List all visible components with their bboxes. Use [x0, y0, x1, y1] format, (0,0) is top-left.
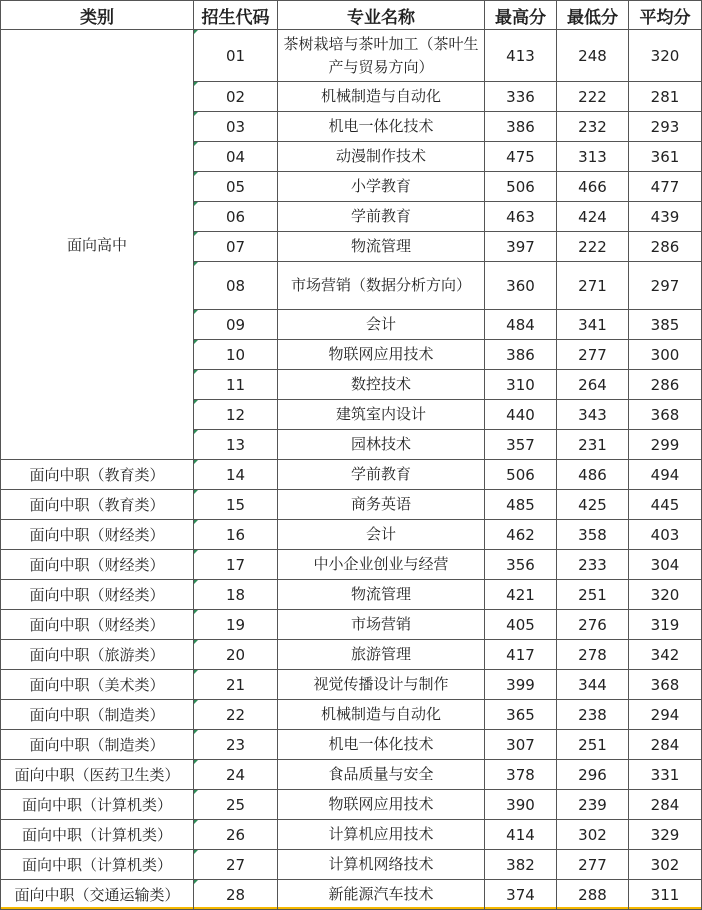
- table-row: [1, 30, 702, 82]
- category-cell: 面向中职（计算机类）: [1, 850, 194, 880]
- avg-score-cell: 342: [629, 640, 702, 670]
- major-cell: 计算机应用技术: [278, 820, 485, 850]
- category-cell: 面向中职（医药卫生类）: [1, 760, 194, 790]
- major-cell: 物流管理: [278, 232, 485, 262]
- table-row: [1, 670, 702, 700]
- max-score-cell: 374: [485, 880, 557, 910]
- min-score-cell: 271: [557, 262, 629, 310]
- code-cell: 03: [194, 112, 278, 142]
- category-cell: 面向中职（交通运输类）: [1, 880, 194, 910]
- avg-score-cell: 294: [629, 700, 702, 730]
- max-score-cell: 463: [485, 202, 557, 232]
- major-cell: 物联网应用技术: [278, 340, 485, 370]
- min-score-cell: 313: [557, 142, 629, 172]
- code-cell: 22: [194, 700, 278, 730]
- major-cell: 计算机网络技术: [278, 850, 485, 880]
- category-cell: 面向中职（计算机类）: [1, 790, 194, 820]
- max-score-cell: 414: [485, 820, 557, 850]
- avg-score-cell: 311: [629, 880, 702, 910]
- min-score-cell: 248: [557, 30, 629, 82]
- min-score-cell: 341: [557, 310, 629, 340]
- avg-score-cell: 304: [629, 550, 702, 580]
- avg-score-cell: 284: [629, 730, 702, 760]
- code-cell: 11: [194, 370, 278, 400]
- min-score-cell: 251: [557, 730, 629, 760]
- major-cell: 视觉传播设计与制作: [278, 670, 485, 700]
- code-cell: 14: [194, 460, 278, 490]
- table-row: [1, 820, 702, 850]
- table-row: [1, 880, 702, 910]
- category-cell: 面向高中: [1, 30, 194, 460]
- table-row: [1, 580, 702, 610]
- code-cell: 01: [194, 30, 278, 82]
- avg-score-cell: 320: [629, 30, 702, 82]
- table-row: [1, 520, 702, 550]
- max-score-cell: 390: [485, 790, 557, 820]
- avg-score-cell: 361: [629, 142, 702, 172]
- min-score-cell: 233: [557, 550, 629, 580]
- max-score-cell: 506: [485, 460, 557, 490]
- major-cell: 食品质量与安全: [278, 760, 485, 790]
- major-cell: 新能源汽车技术: [278, 880, 485, 910]
- avg-score-cell: 297: [629, 262, 702, 310]
- min-score-cell: 425: [557, 490, 629, 520]
- header-row: [1, 1, 702, 30]
- max-score-cell: 386: [485, 112, 557, 142]
- category-cell: 面向中职（旅游类）: [1, 640, 194, 670]
- code-cell: 16: [194, 520, 278, 550]
- max-score-cell: 307: [485, 730, 557, 760]
- major-cell: 旅游管理: [278, 640, 485, 670]
- min-score-cell: 358: [557, 520, 629, 550]
- major-cell: 机电一体化技术: [278, 730, 485, 760]
- major-cell: 物联网应用技术: [278, 790, 485, 820]
- code-cell: 02: [194, 82, 278, 112]
- min-score-cell: 251: [557, 580, 629, 610]
- min-score-cell: 222: [557, 82, 629, 112]
- header-major: 专业名称: [278, 1, 485, 30]
- max-score-cell: 382: [485, 850, 557, 880]
- category-cell: 面向中职（财经类）: [1, 610, 194, 640]
- avg-score-cell: 286: [629, 370, 702, 400]
- avg-score-cell: 286: [629, 232, 702, 262]
- category-cell: 面向中职（教育类）: [1, 490, 194, 520]
- min-score-cell: 264: [557, 370, 629, 400]
- category-cell: 面向中职（制造类）: [1, 700, 194, 730]
- code-cell: 10: [194, 340, 278, 370]
- table-row: [1, 850, 702, 880]
- avg-score-cell: 300: [629, 340, 702, 370]
- max-score-cell: 357: [485, 430, 557, 460]
- major-cell: 中小企业创业与经营: [278, 550, 485, 580]
- min-score-cell: 344: [557, 670, 629, 700]
- max-score-cell: 360: [485, 262, 557, 310]
- max-score-cell: 417: [485, 640, 557, 670]
- header-avg-score: 平均分: [629, 1, 702, 30]
- max-score-cell: 485: [485, 490, 557, 520]
- max-score-cell: 440: [485, 400, 557, 430]
- header-max-score: 最高分: [485, 1, 557, 30]
- min-score-cell: 288: [557, 880, 629, 910]
- max-score-cell: 336: [485, 82, 557, 112]
- code-cell: 28: [194, 880, 278, 910]
- max-score-cell: 310: [485, 370, 557, 400]
- avg-score-cell: 439: [629, 202, 702, 232]
- table-row: [1, 460, 702, 490]
- major-cell: 会计: [278, 520, 485, 550]
- table-row: [1, 640, 702, 670]
- major-cell: 商务英语: [278, 490, 485, 520]
- table-row: [1, 610, 702, 640]
- avg-score-cell: 302: [629, 850, 702, 880]
- code-cell: 26: [194, 820, 278, 850]
- avg-score-cell: 293: [629, 112, 702, 142]
- major-cell: 动漫制作技术: [278, 142, 485, 172]
- code-cell: 07: [194, 232, 278, 262]
- major-cell: 市场营销: [278, 610, 485, 640]
- max-score-cell: 506: [485, 172, 557, 202]
- avg-score-cell: 368: [629, 670, 702, 700]
- code-cell: 24: [194, 760, 278, 790]
- avg-score-cell: 329: [629, 820, 702, 850]
- code-cell: 25: [194, 790, 278, 820]
- table-row: [1, 490, 702, 520]
- max-score-cell: 386: [485, 340, 557, 370]
- header-category: 类别: [1, 1, 194, 30]
- category-cell: 面向中职（教育类）: [1, 460, 194, 490]
- max-score-cell: 399: [485, 670, 557, 700]
- avg-score-cell: 385: [629, 310, 702, 340]
- code-cell: 15: [194, 490, 278, 520]
- category-cell: 面向中职（财经类）: [1, 580, 194, 610]
- min-score-cell: 278: [557, 640, 629, 670]
- min-score-cell: 343: [557, 400, 629, 430]
- max-score-cell: 405: [485, 610, 557, 640]
- avg-score-cell: 368: [629, 400, 702, 430]
- major-cell: 市场营销（数据分析方向）: [278, 262, 485, 310]
- max-score-cell: 365: [485, 700, 557, 730]
- category-cell: 面向中职（制造类）: [1, 730, 194, 760]
- max-score-cell: 484: [485, 310, 557, 340]
- header-min-score: 最低分: [557, 1, 629, 30]
- category-cell: 面向中职（计算机类）: [1, 820, 194, 850]
- max-score-cell: 356: [485, 550, 557, 580]
- min-score-cell: 277: [557, 340, 629, 370]
- code-cell: 27: [194, 850, 278, 880]
- major-cell: 小学教育: [278, 172, 485, 202]
- min-score-cell: 231: [557, 430, 629, 460]
- min-score-cell: 424: [557, 202, 629, 232]
- major-cell: 数控技术: [278, 370, 485, 400]
- avg-score-cell: 299: [629, 430, 702, 460]
- major-cell: 机电一体化技术: [278, 112, 485, 142]
- major-cell: 建筑室内设计: [278, 400, 485, 430]
- table-row: [1, 700, 702, 730]
- major-cell: 机械制造与自动化: [278, 82, 485, 112]
- max-score-cell: 421: [485, 580, 557, 610]
- min-score-cell: 238: [557, 700, 629, 730]
- major-cell: 会计: [278, 310, 485, 340]
- code-cell: 08: [194, 262, 278, 310]
- min-score-cell: 296: [557, 760, 629, 790]
- major-cell: 学前教育: [278, 202, 485, 232]
- table-row: [1, 790, 702, 820]
- max-score-cell: 462: [485, 520, 557, 550]
- min-score-cell: 276: [557, 610, 629, 640]
- category-cell: 面向中职（财经类）: [1, 550, 194, 580]
- code-cell: 04: [194, 142, 278, 172]
- code-cell: 12: [194, 400, 278, 430]
- major-cell: 园林技术: [278, 430, 485, 460]
- avg-score-cell: 331: [629, 760, 702, 790]
- avg-score-cell: 319: [629, 610, 702, 640]
- avg-score-cell: 494: [629, 460, 702, 490]
- code-cell: 19: [194, 610, 278, 640]
- min-score-cell: 277: [557, 850, 629, 880]
- avg-score-cell: 320: [629, 580, 702, 610]
- avg-score-cell: 445: [629, 490, 702, 520]
- table-row: [1, 550, 702, 580]
- min-score-cell: 232: [557, 112, 629, 142]
- major-cell: 茶树栽培与茶叶加工（茶叶生产与贸易方向）: [278, 30, 485, 82]
- code-cell: 18: [194, 580, 278, 610]
- avg-score-cell: 281: [629, 82, 702, 112]
- major-cell: 物流管理: [278, 580, 485, 610]
- max-score-cell: 397: [485, 232, 557, 262]
- table-row: [1, 730, 702, 760]
- code-cell: 06: [194, 202, 278, 232]
- avg-score-cell: 477: [629, 172, 702, 202]
- category-cell: 面向中职（财经类）: [1, 520, 194, 550]
- max-score-cell: 378: [485, 760, 557, 790]
- min-score-cell: 302: [557, 820, 629, 850]
- min-score-cell: 239: [557, 790, 629, 820]
- max-score-cell: 413: [485, 30, 557, 82]
- min-score-cell: 486: [557, 460, 629, 490]
- code-cell: 05: [194, 172, 278, 202]
- avg-score-cell: 403: [629, 520, 702, 550]
- code-cell: 13: [194, 430, 278, 460]
- code-cell: 09: [194, 310, 278, 340]
- major-cell: 学前教育: [278, 460, 485, 490]
- avg-score-cell: 284: [629, 790, 702, 820]
- code-cell: 20: [194, 640, 278, 670]
- code-cell: 23: [194, 730, 278, 760]
- min-score-cell: 222: [557, 232, 629, 262]
- category-cell: 面向中职（美术类）: [1, 670, 194, 700]
- header-code: 招生代码: [194, 1, 278, 30]
- major-cell: 机械制造与自动化: [278, 700, 485, 730]
- code-cell: 21: [194, 670, 278, 700]
- min-score-cell: 466: [557, 172, 629, 202]
- code-cell: 17: [194, 550, 278, 580]
- max-score-cell: 475: [485, 142, 557, 172]
- table-row: [1, 760, 702, 790]
